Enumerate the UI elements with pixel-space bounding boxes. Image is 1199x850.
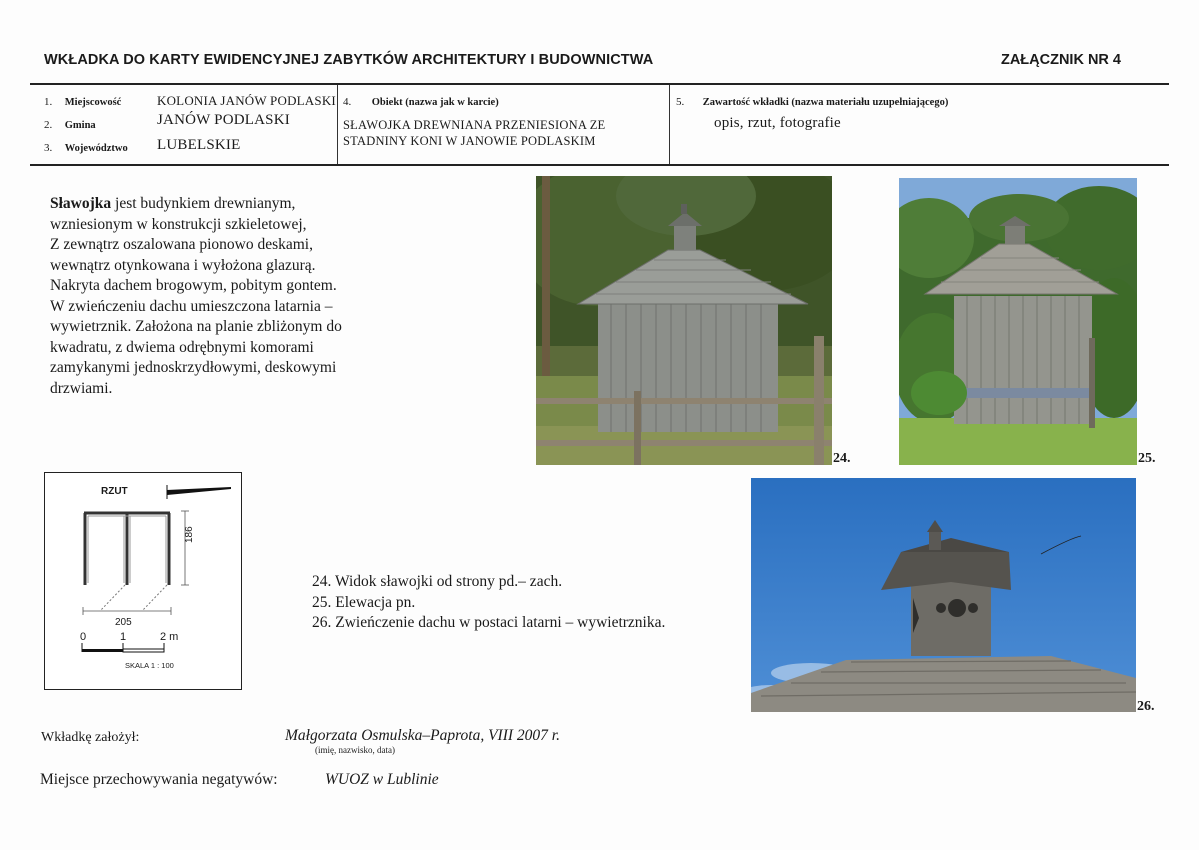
scale-label-0: 0 xyxy=(80,631,87,643)
description-line: W zwieńczeniu dachu umieszczona latarnia – xyxy=(50,297,333,315)
negatives-label: Miejsce przechowywania negatywów: xyxy=(40,771,278,788)
field-5-number: 5. xyxy=(676,96,685,108)
field-2-label: Gmina xyxy=(64,120,96,131)
field-4 xyxy=(343,96,499,108)
caption-24: 24. Widok sławojki od strony pd.– zach. xyxy=(312,573,563,590)
divider-2 xyxy=(669,85,670,164)
plan-dim-horizontal: 205 xyxy=(115,617,132,628)
description-line: kwadratu, z dwiema odrębnymi komorami xyxy=(50,338,314,356)
description-line: wywietrznik. Założona na planie zbliżonym do xyxy=(50,318,342,335)
field-3 xyxy=(44,142,128,154)
field-5 xyxy=(676,96,948,108)
photo-25-number: 25. xyxy=(1138,451,1156,466)
description-line: drzwiami. xyxy=(50,379,113,397)
description-line: jest budynkiem drewnianym, xyxy=(111,195,296,212)
description-line: wewnątrz otynkowana i wyłożona glazurą. xyxy=(50,256,316,274)
field-1 xyxy=(44,96,121,108)
field-4-number: 4. xyxy=(343,96,352,108)
field-1-value: KOLONIA JANÓW PODLASKI xyxy=(157,93,336,108)
field-3-label: Województwo xyxy=(64,143,128,154)
negatives-value: WUOZ w Lublinie xyxy=(325,771,439,788)
field-1-label: Miejscowość xyxy=(64,97,122,108)
photo-24 xyxy=(536,176,832,465)
plan-dim-vertical: 186 xyxy=(184,526,195,543)
description-line: zamykanymi jednoskrzydłowymi, deskowymi xyxy=(50,359,337,376)
scale-label-1: 1 xyxy=(120,631,127,643)
field-5-label: Zawartość wkładki (nazwa materiału uzupełniającego) xyxy=(702,97,949,108)
photo-25 xyxy=(899,178,1137,465)
author-value: Małgorzata Osmulska–Paprota, VIII 2007 r. xyxy=(285,727,560,744)
field-2-value: JANÓW PODLASKI xyxy=(157,112,290,128)
photo-24-number: 24. xyxy=(833,451,851,466)
scale-caption: SKALA 1 : 100 xyxy=(125,661,174,670)
field-3-number: 3. xyxy=(44,142,53,154)
description-bold-word: Sławojka xyxy=(50,195,112,212)
description-text xyxy=(50,194,390,399)
field-3-value: LUBELSKIE xyxy=(157,137,241,153)
caption-26: 26. Zwieńczenie dachu w postaci latarni – wywietrznika. xyxy=(312,614,666,631)
photo-26-number: 26. xyxy=(1137,699,1155,714)
field-1-number: 1. xyxy=(44,96,53,108)
header-rule-top xyxy=(30,83,1169,85)
field-4-value-line1: SŁAWOJKA DREWNIANA PRZENIESIONA ZE xyxy=(343,118,606,132)
scale-label-2: 2 m xyxy=(160,631,179,643)
field-2 xyxy=(44,119,96,131)
field-5-value: opis, rzut, fotografie xyxy=(714,115,841,131)
photo-captions xyxy=(312,572,665,634)
author-label: Wkładkę założył: xyxy=(41,730,140,745)
plan-title: RZUT xyxy=(101,486,128,497)
photo-26 xyxy=(751,478,1136,712)
field-4-value-line2: STADNINY KONI W JANOWIE PODLASKIM xyxy=(343,134,596,148)
field-4-label: Obiekt (nazwa jak w karcie) xyxy=(371,97,499,108)
divider-1 xyxy=(337,85,338,164)
description-line: wzniesionym w konstrukcji szkieletowej, xyxy=(50,215,307,233)
document-title: WKŁADKA DO KARTY EWIDENCYJNEJ ZABYTKÓW ARCHITEKTURY I BUDOWNICTWA xyxy=(44,52,654,68)
header-rule-bottom xyxy=(30,164,1169,166)
plan-drawing xyxy=(45,473,241,689)
floor-plan xyxy=(44,472,242,690)
author-sub: (imię, nazwisko, data) xyxy=(315,745,395,755)
description-line: Nakryta dachem brogowym, pobitym gontem. xyxy=(50,277,337,294)
annex-number: ZAŁĄCZNIK NR 4 xyxy=(1000,52,1121,68)
caption-25: 25. Elewacja pn. xyxy=(312,593,416,611)
field-2-number: 2. xyxy=(44,119,53,131)
description-line: Z zewnątrz oszalowana pionowo deskami, xyxy=(50,236,313,253)
